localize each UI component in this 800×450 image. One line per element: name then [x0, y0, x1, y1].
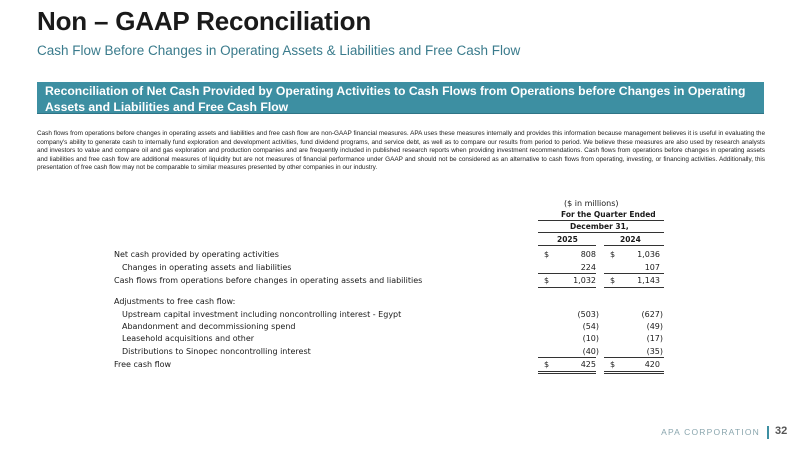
unit-label: ($ in millions)	[564, 199, 619, 208]
row-label: Cash flows from operations before changes in operating assets and liabilities	[114, 276, 423, 285]
row-label: Free cash flow	[114, 360, 172, 369]
value-2025: 224	[580, 263, 596, 272]
row-label: Leasehold acquisitions and other	[122, 334, 255, 343]
value-2024: (35)	[646, 347, 663, 356]
value-2025: (10)	[582, 334, 599, 343]
header-rule	[538, 232, 664, 233]
value-2024: 107	[644, 263, 660, 272]
subtotal-rule	[604, 287, 664, 288]
total-rule	[538, 357, 596, 358]
currency-symbol: $	[544, 276, 550, 285]
row-label: Changes in operating assets and liabilities	[122, 263, 292, 272]
value-2024: 1,143	[637, 276, 660, 285]
value-2025: 1,032	[573, 276, 596, 285]
value-2025: (54)	[582, 322, 599, 331]
value-2024: (17)	[646, 334, 663, 343]
row-label: Abandonment and decommissioning spend	[122, 322, 296, 331]
row-label: Distributions to Sinopec noncontrolling interest	[122, 347, 311, 356]
subtotal-rule	[538, 273, 596, 274]
value-2025: (503)	[577, 310, 599, 319]
value-2024: (49)	[646, 322, 663, 331]
row-label: Net cash provided by operating activities	[114, 250, 279, 259]
slide-subtitle: Cash Flow Before Changes in Operating Assets & Liabilities and Free Cash Flow	[37, 43, 521, 58]
subtotal-rule	[604, 273, 664, 274]
value-2024: 420	[644, 360, 660, 369]
currency-symbol: $	[610, 276, 616, 285]
currency-symbol: $	[544, 250, 550, 259]
double-total-rule	[604, 371, 664, 372]
page-number: 32	[775, 425, 788, 437]
header-rule	[604, 245, 664, 246]
header-rule	[538, 245, 596, 246]
value-2025: 808	[580, 250, 596, 259]
period-header-date: December 31,	[570, 222, 629, 231]
value-2024: 1,036	[637, 250, 660, 259]
row-label: Upstream capital investment including noncontrolling interest - Egypt	[122, 310, 402, 319]
double-total-rule	[604, 373, 664, 374]
currency-symbol: $	[610, 250, 616, 259]
value-2025: 425	[580, 360, 596, 369]
slide-title: Non – GAAP Reconciliation	[37, 6, 372, 36]
value-2025: (40)	[582, 347, 599, 356]
adjustments-heading: Adjustments to free cash flow:	[114, 297, 236, 306]
footer-company: APA CORPORATION	[661, 427, 760, 437]
column-header-2024: 2024	[620, 235, 641, 244]
double-total-rule	[538, 373, 596, 374]
currency-symbol: $	[610, 360, 616, 369]
intro-paragraph: Cash flows from operations before changes in operating assets and liabilities and free cash flow are non-GAAP financial measures. APA uses these measures internally and provides this information because management believes it is useful in evaluating the company's ability to generate cash to internally fund exploration and development activities, fund dividend programs, and service debt, as well as to compare our results from period to period. We believe these measures are also used by research analysts and investors to value and compare oil and gas exploration and production companies and are frequently included in published research reports when providing investment recommendations. Cash flows from operations before changes in operating assets and liabilities and free cash flow are additional measures of liquidity but are not measures of financial performance under GAAP and should not be considered as an alternative to cash flows from operating, investing, or financing activities. Additionally, this presentation of free cash flow may not be comparable to similar measures presented by other companies in our industry.	[37, 130, 765, 172]
value-2024: (627)	[641, 310, 663, 319]
column-header-2025: 2025	[557, 235, 578, 244]
header-rule	[538, 220, 664, 221]
double-total-rule	[538, 371, 596, 372]
total-rule	[604, 357, 664, 358]
subtotal-rule	[538, 287, 596, 288]
period-header: For the Quarter Ended	[561, 210, 656, 219]
section-banner: Reconciliation of Net Cash Provided by Operating Activities to Cash Flows from Operations before Changes in Operating Assets and Liabilities and Free Cash Flow	[37, 82, 764, 114]
footer-divider	[767, 426, 769, 439]
currency-symbol: $	[544, 360, 550, 369]
